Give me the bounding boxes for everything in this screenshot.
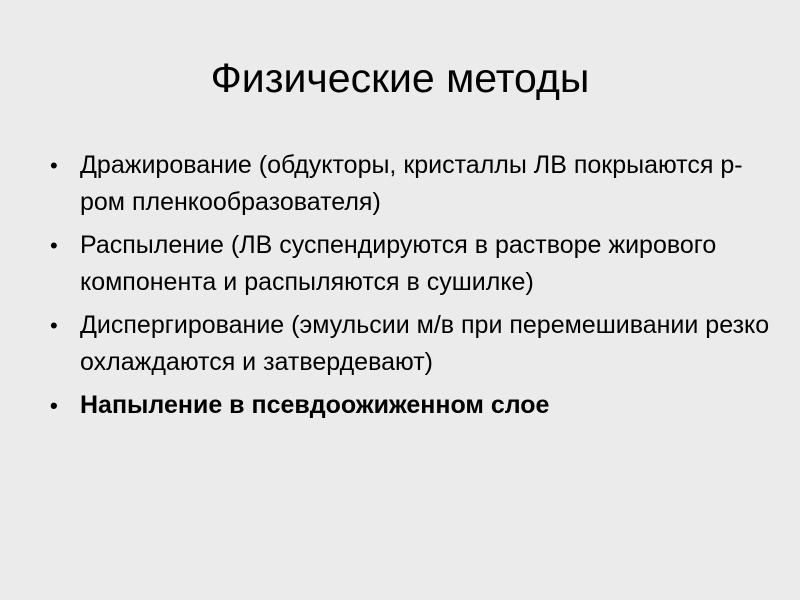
bullet-dot-icon: • xyxy=(50,313,58,338)
bullet-dot-icon: • xyxy=(50,233,58,258)
bullet-item-3 xyxy=(50,307,770,381)
slide-title: Физические методы xyxy=(210,55,590,101)
bullet-text: Дражирование (обдукторы, кристаллы ЛВ покрыаются р-ром пленкообразователя) xyxy=(80,151,743,216)
bullet-item-4 xyxy=(50,387,770,424)
bullet-dot-icon: • xyxy=(50,153,58,178)
bullet-text: Напыление в псевдоожиженном слое xyxy=(80,391,550,419)
bullet-item-1 xyxy=(50,147,770,221)
bullet-text: Диспергирование (эмульсии м/в при перемешивании резко охлаждаются и затвердевают) xyxy=(80,311,770,376)
bullet-dot-icon: • xyxy=(50,393,58,418)
bullet-item-2 xyxy=(50,227,770,301)
bullet-text: Распыление (ЛВ суспендируются в растворе жирового компонента и распыляются в сушилке) xyxy=(80,231,717,296)
bullet-list xyxy=(50,147,770,430)
